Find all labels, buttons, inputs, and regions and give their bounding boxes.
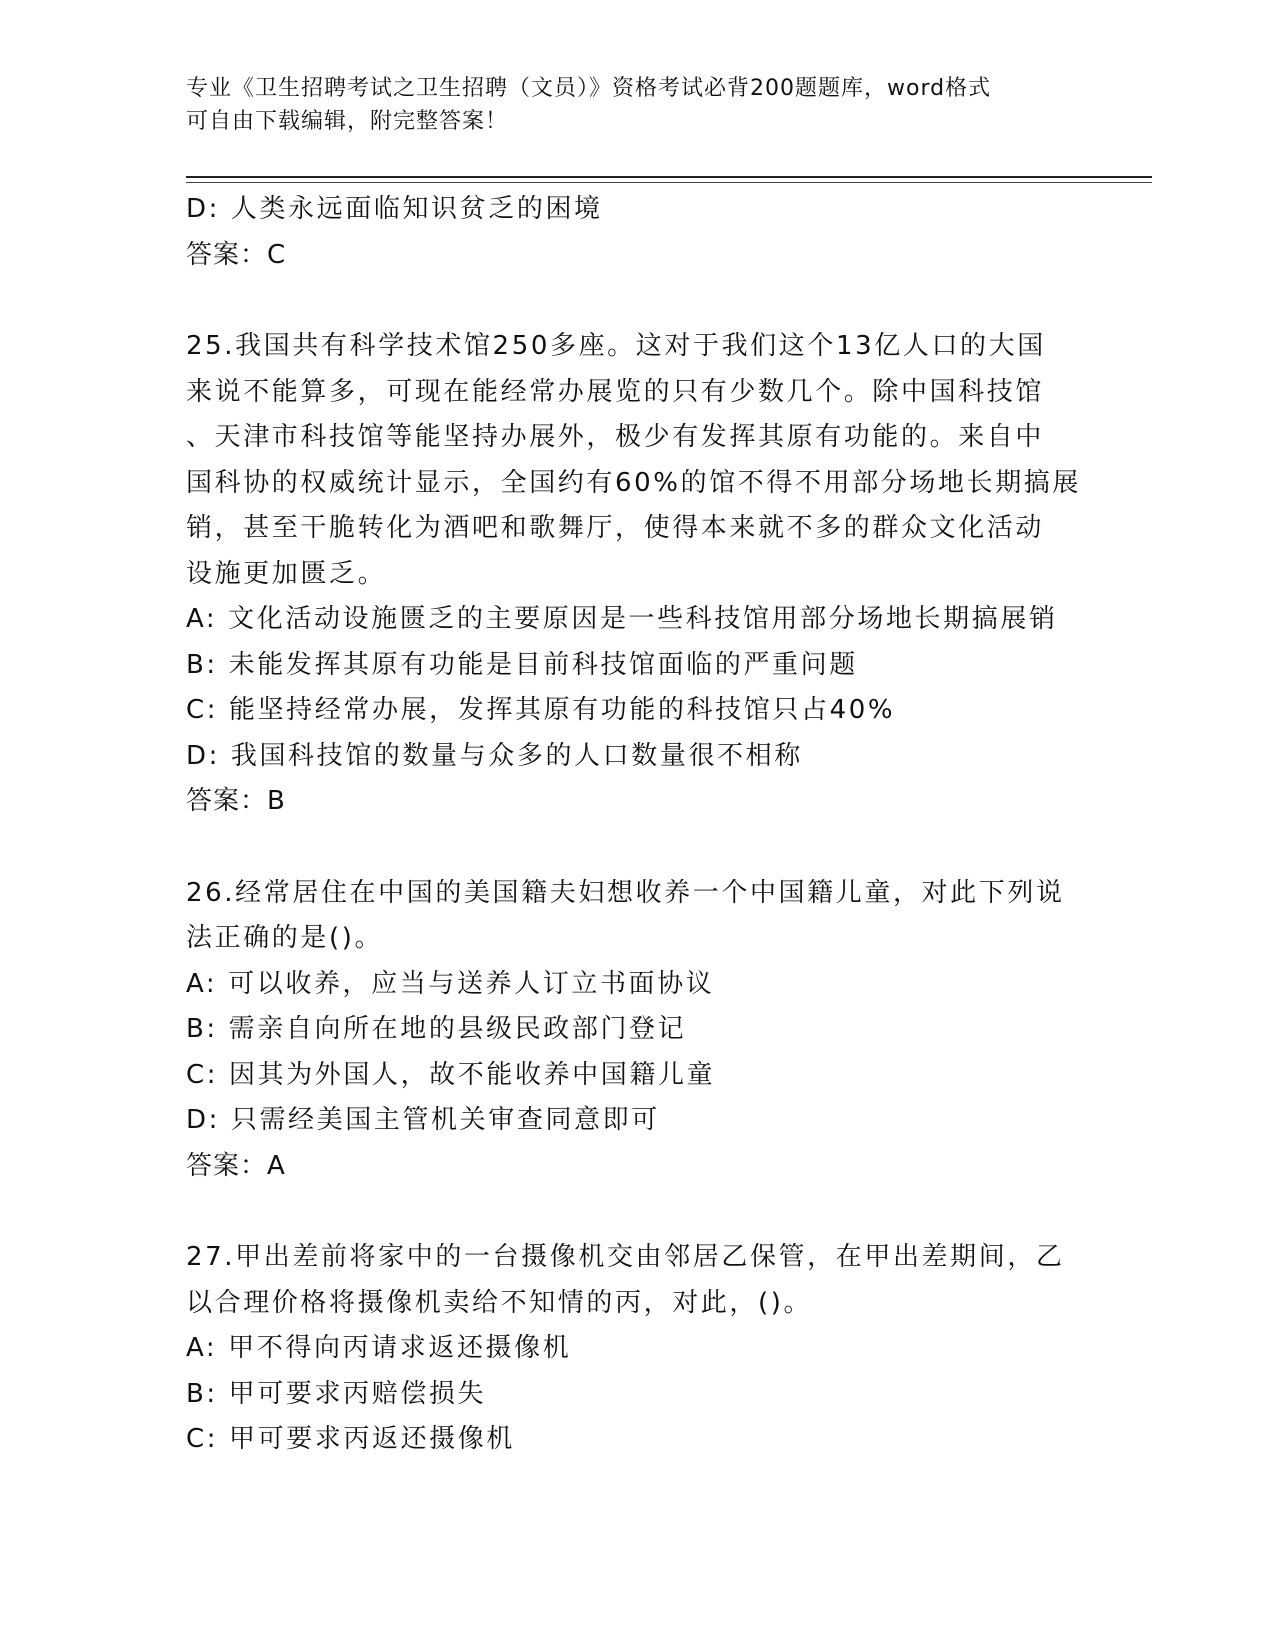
- option-d: D: 只需经美国主管机关审查同意即可: [186, 1105, 660, 1135]
- prev-question-answer: 答案：C: [186, 239, 287, 270]
- question-stem-line: 设施更加匮乏。: [186, 558, 387, 589]
- question-stem-line: 、天津市科技馆等能坚持办展外，极少有发挥其原有功能的。来自中: [186, 422, 1045, 452]
- question-26: [186, 871, 1086, 1190]
- header-title-line-1: 专业《卫生招聘考试之卫生招聘（文员）》资格考试必背200题题库，word格式: [186, 76, 992, 101]
- option-d: D: 我国科技馆的数量与众多的人口数量很不相称: [186, 740, 803, 771]
- question-stem-line: 法正确的是()。: [186, 923, 384, 953]
- question-stem-line: 来说不能算多，可现在能经常办展览的只有少数几个。除中国科技馆: [186, 376, 1045, 407]
- option-c: C: 能坚持经常办展，发挥其原有功能的科技馆只占40%: [186, 695, 896, 725]
- answer-label: 答案：A: [186, 1150, 286, 1181]
- option-b: B: 甲可要求丙赔偿损失: [186, 1378, 487, 1409]
- option-a: A: 甲不得向丙请求返还摄像机: [186, 1333, 572, 1363]
- header-divider-thick: [186, 176, 1152, 178]
- question-stem-line: 27.甲出差前将家中的一台摄像机交由邻居乙保管，在甲出差期间，乙: [186, 1242, 1065, 1272]
- option-a: A: 文化活动设施匮乏的主要原因是一些科技馆用部分场地长期搞展销: [186, 604, 1058, 634]
- question-27: [186, 1235, 1086, 1463]
- page-header: [186, 72, 1066, 138]
- question-list: [186, 187, 1086, 1463]
- option-b: B: 需亲自向所在地的县级民政部门登记: [186, 1014, 687, 1044]
- option-c: C: 甲可要求丙返还摄像机: [186, 1424, 515, 1454]
- option-c: C: 因其为外国人，故不能收养中国籍儿童: [186, 1059, 716, 1090]
- question-stem-line: 25.我国共有科学技术馆250多座。这对于我们这个13亿人口的大国: [186, 331, 1046, 361]
- header-title-line-2: 可自由下载编辑，附完整答案！: [186, 109, 509, 134]
- question-stem-line: 国科协的权威统计显示，全国约有60%的馆不得不用部分场地长期搞展: [186, 467, 1081, 498]
- question-stem-line: 销，甚至干脆转化为酒吧和歌舞厅，使得本来就不多的群众文化活动: [186, 513, 1045, 543]
- question-25: [186, 324, 1086, 825]
- header-divider-thin: [186, 182, 1152, 183]
- question-stem-line: 26.经常居住在中国的美国籍夫妇想收养一个中国籍儿童，对此下列说: [186, 877, 1065, 908]
- answer-label: 答案：B: [186, 786, 286, 816]
- option-b: B: 未能发挥其原有功能是目前科技馆面临的严重问题: [186, 649, 858, 680]
- option-a: A: 可以收养，应当与送养人订立书面协议: [186, 968, 715, 999]
- prev-question-option-d: D: 人类永远面临知识贫乏的困境: [186, 194, 603, 224]
- question-stem-line: 以合理价格将摄像机卖给不知情的丙，对此，()。: [186, 1287, 813, 1318]
